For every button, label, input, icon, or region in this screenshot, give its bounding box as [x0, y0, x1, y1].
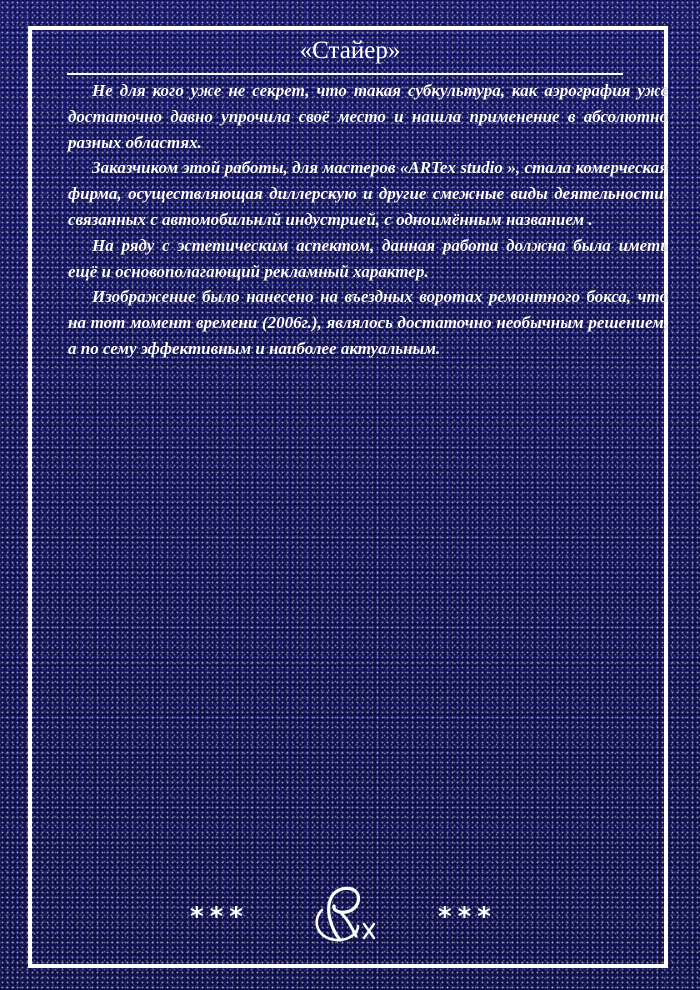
paragraph-1: Не для кого уже не секрет, что такая субкультура, как аэрография уже достаточно давно упрочила своё место и нашла применение в абсолютно разных областях.	[68, 81, 668, 152]
paragraph-2: Заказчиком этой работы, для мастеров «ARTex studio », стала комерческая фирма, осуществляющая диллерскую и другие смежные виды деятельности, связанных с автомобильнлй индустрией, с одноимённым названием .	[68, 158, 668, 229]
artex-monogram-logo-icon	[302, 880, 392, 950]
stars-left: ***	[190, 902, 249, 932]
stars-right: ***	[438, 902, 497, 932]
page-title: «Стайер»	[299, 37, 401, 64]
paragraph-3: На ряду с эстетическим аспектом, данная работа должна была иметь ещё и основополагающий рекламный характер.	[68, 235, 668, 281]
title-divider	[67, 73, 623, 75]
article-body	[68, 78, 668, 362]
paragraph-4: Изображение было нанесено на въездных воротах ремонтного бокса, что на тот момент времени (2006г.), являлось достаточно необычным решением, а по сему эффективным и наиболее актуальным.	[68, 287, 668, 358]
